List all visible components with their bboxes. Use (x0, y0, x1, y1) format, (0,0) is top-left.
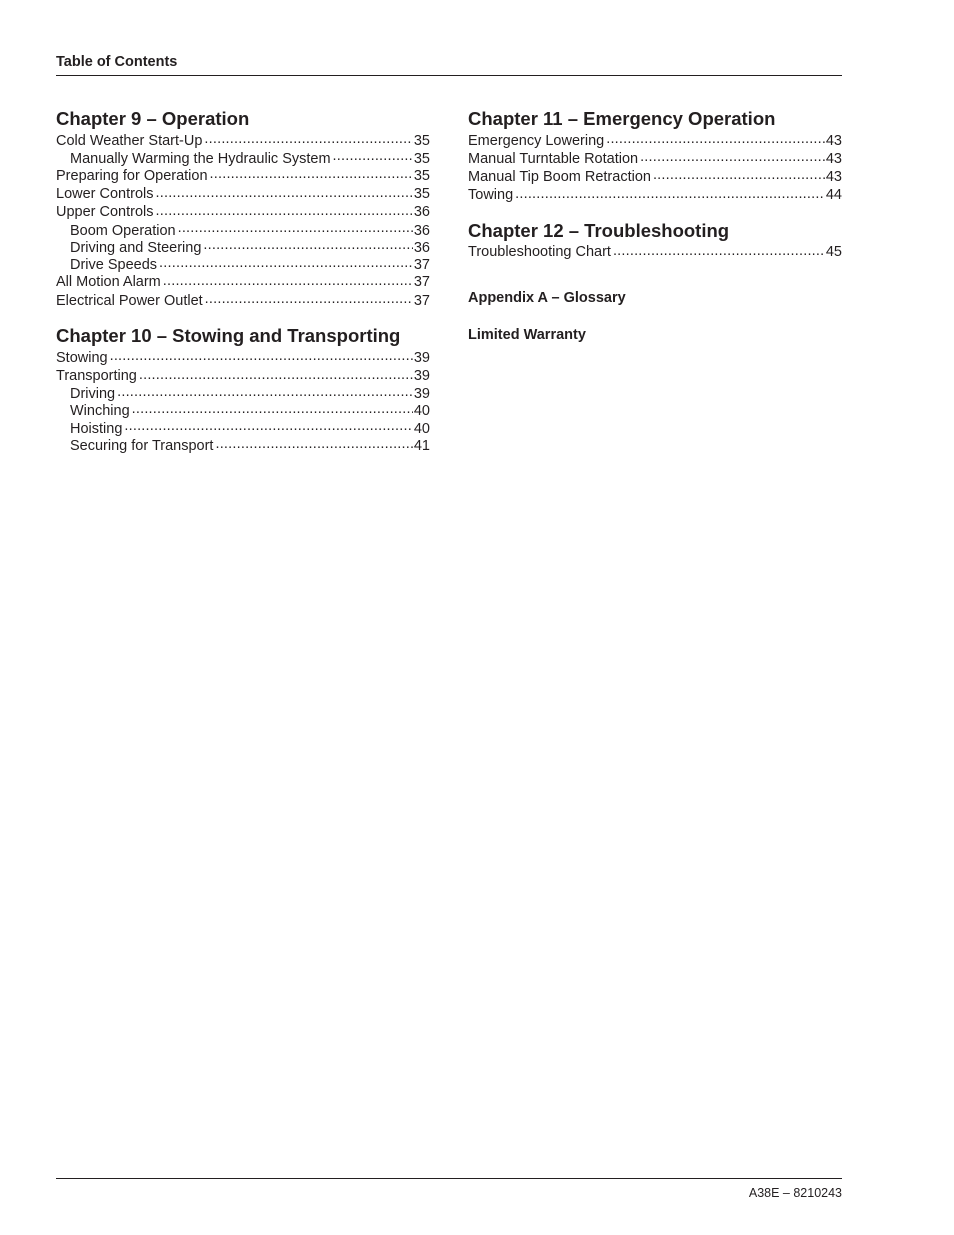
toc-entry[interactable] (56, 290, 430, 308)
toc-entry-page: 43 (825, 168, 842, 185)
dot-leader (178, 220, 413, 235)
toc-limited-warranty[interactable]: Limited Warranty (468, 326, 586, 343)
toc-chapter (56, 108, 430, 308)
toc-entry-page: 35 (413, 150, 430, 167)
toc-entry[interactable] (56, 184, 430, 202)
page-header-title: Table of Contents (56, 54, 178, 70)
toc-chapter (56, 325, 430, 453)
toc-entry-label: Cold Weather Start-Up (56, 132, 203, 149)
toc-entry-page: 43 (825, 132, 842, 149)
toc-entry-page: 39 (413, 386, 430, 403)
toc-entry-label: Winching (70, 403, 130, 420)
toc-left-column (56, 108, 430, 470)
dot-leader (117, 384, 413, 399)
dot-leader (515, 185, 825, 200)
toc-entry-label: Troubleshooting Chart (468, 244, 611, 261)
toc-entry-page: 37 (413, 257, 430, 274)
toc-entry-label: Upper Controls (56, 204, 154, 221)
toc-entry-page: 37 (413, 274, 430, 291)
toc-entry[interactable] (56, 202, 430, 220)
chapter-title[interactable]: Chapter 9 – Operation (56, 108, 250, 129)
dot-leader (132, 401, 413, 416)
toc-chapter (468, 108, 842, 203)
toc-entry[interactable] (468, 185, 842, 203)
dot-leader (110, 347, 413, 362)
toc-entry[interactable] (468, 166, 842, 184)
toc-entry[interactable] (56, 384, 430, 401)
toc-entry-label: Preparing for Operation (56, 167, 208, 184)
toc-entry-page: 44 (825, 187, 842, 204)
toc-entry-page: 45 (825, 244, 842, 261)
dot-leader (156, 184, 413, 199)
toc-entry-page: 35 (413, 132, 430, 149)
toc-entry-page: 41 (413, 438, 430, 455)
dot-leader (640, 148, 825, 163)
toc-entry-label: Lower Controls (56, 186, 154, 203)
toc-entry-label: Electrical Power Outlet (56, 292, 203, 309)
toc-entry-label: Boom Operation (70, 222, 176, 239)
chapter-title[interactable]: Chapter 10 – Stowing and Transporting (56, 325, 401, 347)
dot-leader (204, 130, 412, 145)
dot-leader (333, 148, 413, 163)
dot-leader (205, 290, 413, 305)
toc-appendix-glossary[interactable]: Appendix A – Glossary (468, 289, 626, 306)
toc-entry-label: Manual Tip Boom Retraction (468, 168, 651, 185)
toc-entry[interactable] (468, 242, 842, 260)
toc-entry[interactable] (468, 148, 842, 166)
dot-leader (606, 130, 825, 145)
toc-entry[interactable] (56, 255, 430, 272)
toc-chapter (468, 220, 842, 260)
toc-entry[interactable] (56, 347, 430, 365)
toc-entry[interactable] (56, 401, 430, 418)
toc-entry-page: 37 (413, 292, 430, 309)
toc-entry-page: 36 (413, 239, 430, 256)
dot-leader (210, 165, 413, 180)
toc-entry-label: Towing (468, 187, 514, 204)
toc-entry[interactable] (56, 165, 430, 183)
toc-entry-label: Manual Turntable Rotation (468, 150, 639, 167)
toc-entry[interactable] (56, 237, 430, 254)
toc-entry[interactable] (56, 148, 430, 165)
dot-leader (163, 272, 413, 287)
toc-entry[interactable] (468, 130, 842, 148)
toc-entry-page: 40 (413, 420, 430, 437)
dot-leader (613, 242, 825, 257)
toc-entry-page: 36 (413, 204, 430, 221)
toc-entry-label: Manually Warming the Hydraulic System (70, 150, 331, 167)
toc-entry-label: Stowing (56, 349, 108, 366)
toc-entry[interactable] (56, 366, 430, 384)
toc-entry-label: Hoisting (70, 420, 123, 437)
toc-entry-label: Drive Speeds (70, 257, 158, 274)
toc-entry[interactable] (56, 436, 430, 453)
chapter-title[interactable]: Chapter 11 – Emergency Operation (468, 108, 776, 129)
toc-entry[interactable] (56, 418, 430, 435)
dot-leader (124, 418, 412, 433)
toc-entry-page: 36 (413, 222, 430, 239)
toc-entry-page: 43 (825, 150, 842, 167)
dot-leader (159, 255, 413, 270)
dot-leader (653, 166, 825, 181)
footer-rule (56, 1178, 842, 1179)
dot-leader (139, 366, 413, 381)
toc-entry-page: 35 (413, 167, 430, 184)
toc-entry[interactable] (56, 220, 430, 237)
toc-entry[interactable] (56, 272, 430, 290)
header-rule (56, 75, 842, 76)
toc-entry-label: Transporting (56, 368, 137, 384)
toc-entry-label: All Motion Alarm (56, 274, 161, 291)
toc-entry[interactable] (56, 130, 430, 148)
toc-right-column (468, 108, 842, 363)
footer-doc-code: A38E – 8210243 (748, 1186, 842, 1200)
toc-entry-label: Driving (70, 386, 116, 403)
toc-entry-page: 40 (413, 403, 430, 420)
toc-entry-label: Emergency Lowering (468, 132, 605, 149)
toc-entry-label: Driving and Steering (70, 239, 202, 256)
dot-leader (203, 237, 412, 252)
toc-entry-page: 35 (413, 186, 430, 203)
dot-leader (156, 202, 413, 217)
chapter-title[interactable]: Chapter 12 – Troubleshooting (468, 219, 730, 241)
dot-leader (215, 436, 412, 451)
toc-entry-page: 39 (413, 368, 430, 384)
toc-entry-page: 39 (413, 349, 430, 366)
toc-entry-label: Securing for Transport (70, 438, 214, 455)
